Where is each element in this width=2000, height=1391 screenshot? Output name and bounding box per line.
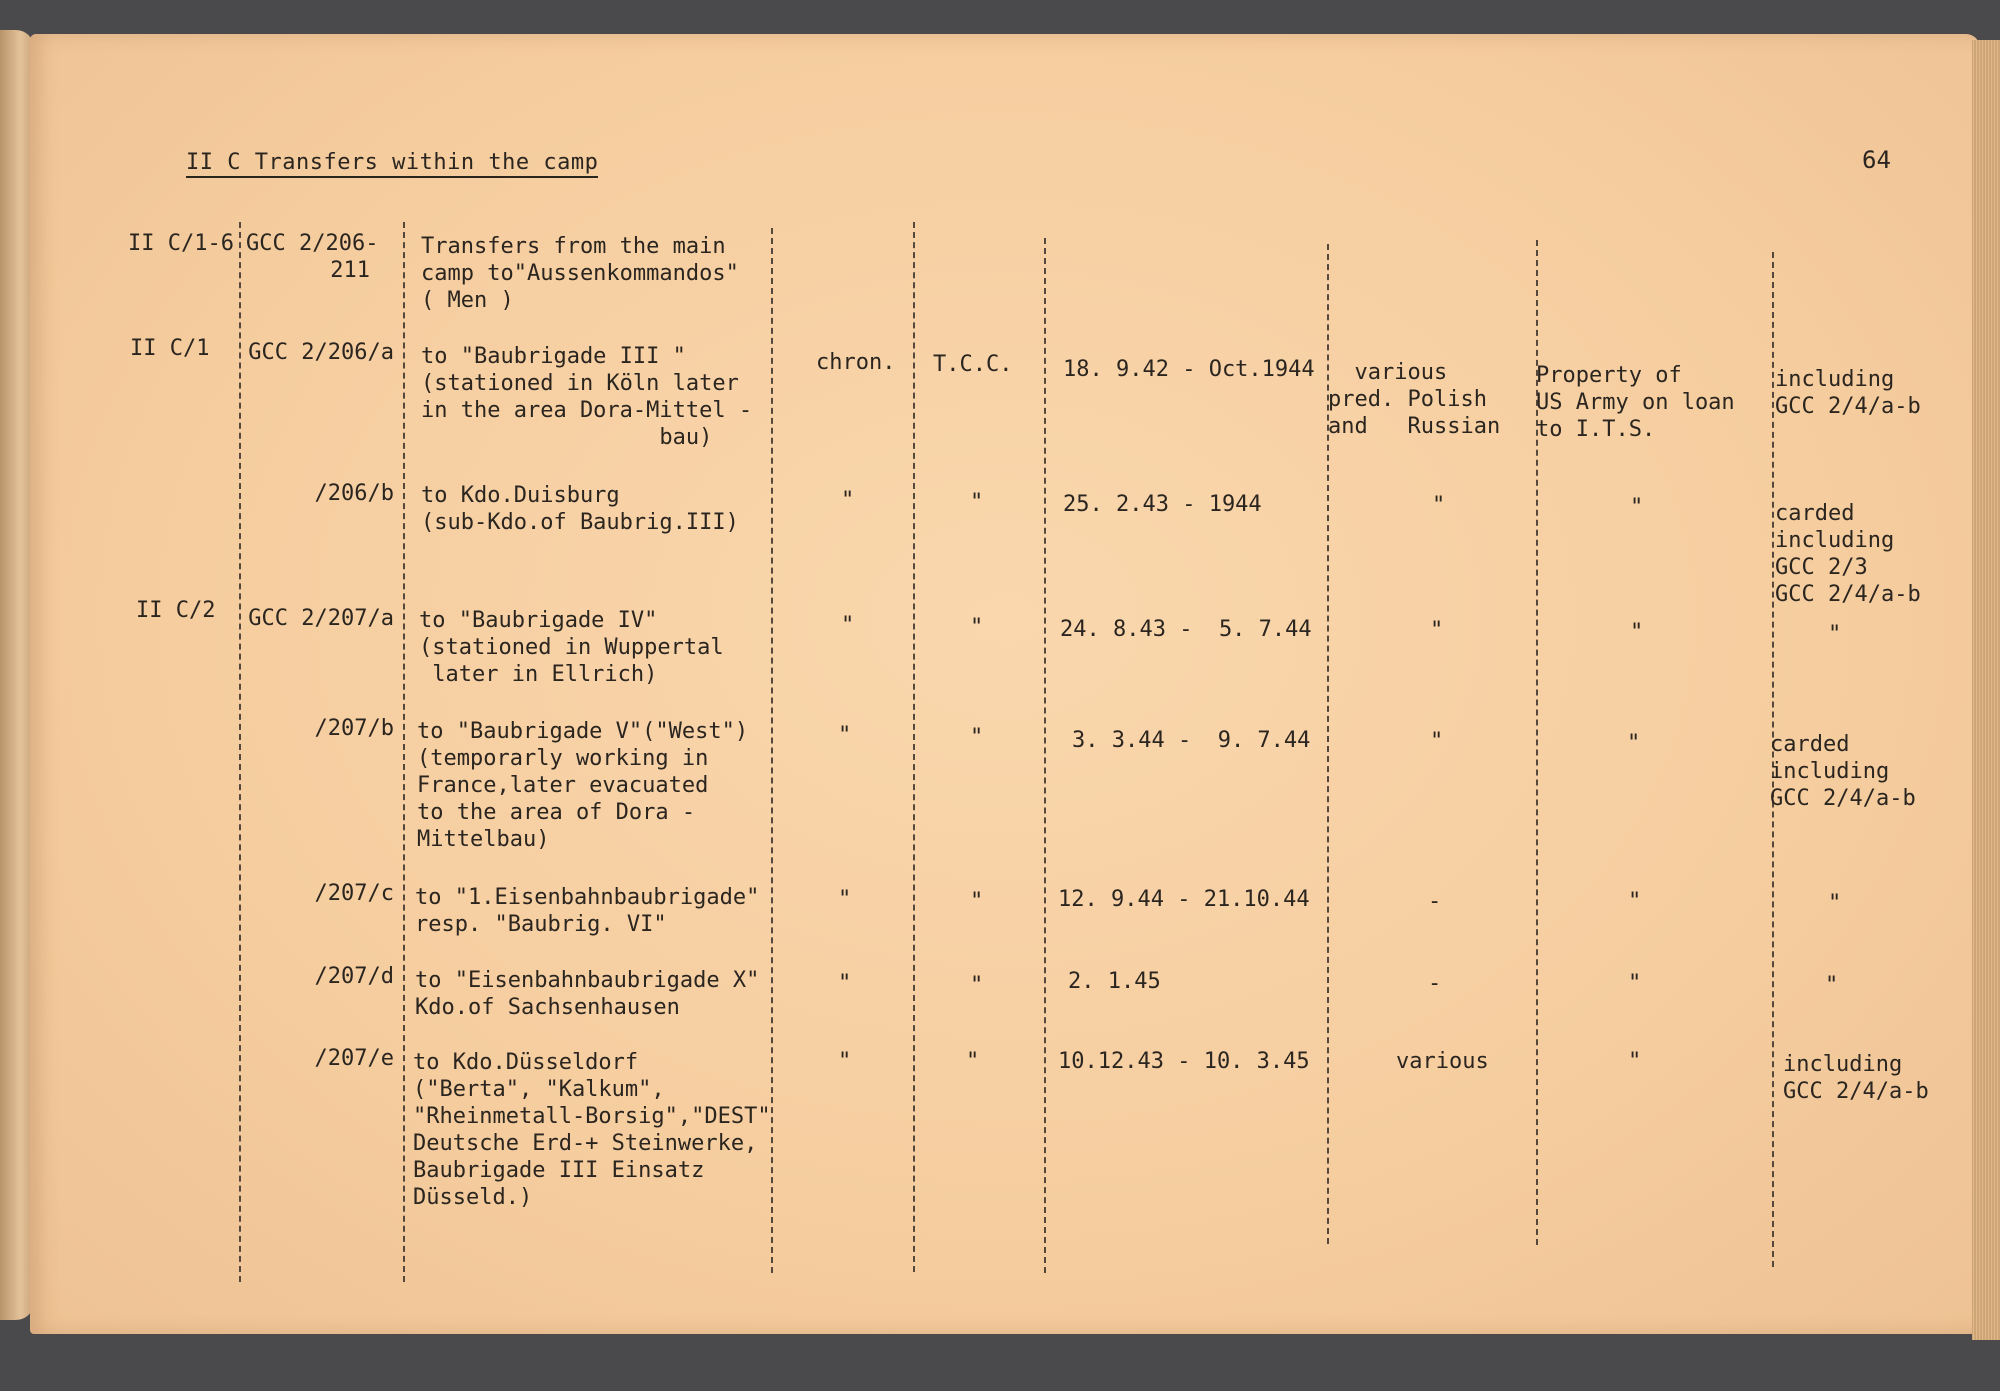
arrangement-cell: " <box>838 723 852 748</box>
column-divider <box>771 228 773 1273</box>
nationality-cell: various <box>1396 1049 1489 1074</box>
notes-cell: " <box>1825 973 1839 998</box>
notes-cell: carded including GCC 2/3 GCC 2/4/a-b <box>1775 501 1921 607</box>
record-reference: /207/d <box>314 964 394 989</box>
record-reference: /207/e <box>314 1046 394 1071</box>
group-code: II C/1-6 <box>128 231 234 256</box>
arrangement-cell: chron. <box>816 350 896 375</box>
page-number: 64 <box>1862 146 1891 174</box>
column-divider <box>403 222 405 1282</box>
nationality-cell: various pred. Polish and Russian <box>1328 360 1501 439</box>
index-cell: " <box>966 1049 980 1074</box>
remarks-cell: " <box>1628 889 1642 914</box>
index-cell: " <box>970 615 984 640</box>
record-description: to Kdo.Duisburg (sub-Kdo.of Baubrig.III) <box>421 483 739 535</box>
record-description: Transfers from the main camp to"Aussenkommandos" ( Men ) <box>421 234 739 313</box>
notes-cell: carded including GCC 2/4/a-b <box>1770 732 1916 811</box>
notes-cell: including GCC 2/4/a-b <box>1775 367 1921 419</box>
remarks-cell: " <box>1630 495 1644 520</box>
notes-cell: " <box>1828 622 1842 647</box>
record-reference: GCC 2/206/a <box>248 340 394 365</box>
date-range-cell: 18. 9.42 - Oct.1944 <box>1063 357 1315 382</box>
ledger-page <box>30 34 1980 1334</box>
left-page-edge <box>0 30 34 1320</box>
date-range-cell: 24. 8.43 - 5. 7.44 <box>1060 617 1312 642</box>
remarks-cell: Property of US Army on loan to I.T.S. <box>1536 363 1735 442</box>
page-stack-edge <box>1972 40 2000 1340</box>
nationality-cell: " <box>1430 729 1444 754</box>
column-divider <box>913 222 915 1272</box>
date-range-cell: 2. 1.45 <box>1068 969 1161 994</box>
record-description: to "Baubrigade III " (stationed in Köln later in the area Dora-Mittel - bau) <box>421 344 753 450</box>
group-code: II C/1 <box>130 336 210 361</box>
record-description: to "Baubrigade V"("West") (temporarly working in France,later evacuated to the area of Dora - Mittelbau) <box>417 719 749 852</box>
index-cell: " <box>970 889 984 914</box>
date-range-cell: 12. 9.44 - 21.10.44 <box>1058 887 1310 912</box>
date-range-cell: 25. 2.43 - 1944 <box>1063 492 1262 517</box>
notes-cell: " <box>1828 891 1842 916</box>
nationality-cell: " <box>1430 618 1444 643</box>
record-reference: /206/b <box>314 481 394 506</box>
group-code: II C/2 <box>136 598 216 623</box>
index-cell: " <box>970 973 984 998</box>
arrangement-cell: " <box>841 488 855 513</box>
column-divider <box>239 222 241 1282</box>
record-description: to Kdo.Düsseldorf ("Berta", "Kalkum", "Rheinmetall-Borsig","DEST" Deutsche Erd-+ Steinwerke, Baubrigade III Einsatz Düsseld.) <box>413 1050 771 1210</box>
notes-cell: including GCC 2/4/a-b <box>1783 1052 1929 1104</box>
date-range-cell: 10.12.43 - 10. 3.45 <box>1058 1049 1310 1074</box>
index-cell: " <box>970 490 984 515</box>
record-reference: /207/c <box>314 881 394 906</box>
record-description: to "Eisenbahnbaubrigade X" Kdo.of Sachsenhausen <box>415 968 760 1020</box>
date-range-cell: 3. 3.44 - 9. 7.44 <box>1072 728 1311 753</box>
nationality-cell: - <box>1428 971 1442 996</box>
remarks-cell: " <box>1630 620 1644 645</box>
arrangement-cell: " <box>841 613 855 638</box>
remarks-cell: " <box>1628 971 1642 996</box>
nationality-cell: " <box>1432 493 1446 518</box>
nationality-cell: - <box>1428 889 1442 914</box>
remarks-cell: " <box>1628 1049 1642 1074</box>
arrangement-cell: " <box>838 1049 852 1074</box>
record-reference: GCC 2/207/a <box>248 606 394 631</box>
record-reference: GCC 2/206- 211 <box>246 231 379 283</box>
index-cell: " <box>970 725 984 750</box>
section-heading: II C Transfers within the camp <box>186 150 598 178</box>
index-cell: T.C.C. <box>933 352 1013 377</box>
arrangement-cell: " <box>838 971 852 996</box>
column-divider <box>1044 238 1046 1273</box>
record-description: to "1.Eisenbahnbaubrigade" resp. "Baubrig. VI" <box>415 885 760 937</box>
arrangement-cell: " <box>838 887 852 912</box>
record-description: to "Baubrigade IV" (stationed in Wuppertal later in Ellrich) <box>419 608 724 687</box>
remarks-cell: " <box>1627 731 1641 756</box>
record-reference: /207/b <box>314 716 394 741</box>
